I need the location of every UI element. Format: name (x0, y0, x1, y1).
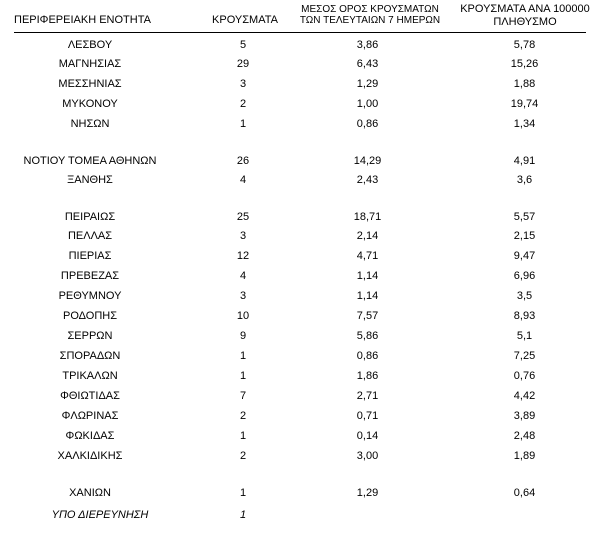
table-row (0, 75, 600, 93)
avg-7day-cell: 1,29 (356, 487, 379, 499)
table-row (0, 55, 600, 73)
per-100k-cell: 9,47 (513, 250, 536, 262)
per-100k-cell: 3,89 (513, 410, 536, 422)
header-divider (14, 32, 586, 33)
avg-7day-cell: 1,00 (356, 98, 379, 110)
region-name-cell: ΦΩΚΙΔΑΣ (65, 430, 115, 442)
region-name-cell: ΦΘΙΩΤΙΔΑΣ (60, 390, 120, 402)
table-row (0, 267, 600, 285)
avg-7day-cell: 2,71 (356, 390, 379, 402)
avg-7day-cell: 1,29 (356, 78, 379, 90)
per-100k-cell: 4,91 (513, 155, 536, 167)
per-100k-cell: 2,48 (513, 430, 536, 442)
table-row (0, 152, 600, 170)
region-name-cell: ΞΑΝΘΗΣ (67, 174, 113, 186)
avg-7day-cell: 0,86 (356, 350, 379, 362)
per-100k-cell: 3,6 (516, 174, 533, 186)
avg-7day-cell: 18,71 (353, 211, 382, 223)
header-cases: ΚΡΟΥΣΜΑΤΑ (212, 14, 278, 26)
cases-cell: 9 (239, 330, 247, 342)
table-row (0, 95, 600, 113)
header-region: ΠΕΡΙΦΕΡΕΙΑΚΗ ΕΝΟΤΗΤΑ (14, 14, 151, 26)
cases-cell: 4 (239, 174, 247, 186)
region-name-cell: ΠΙΕΡΙΑΣ (68, 250, 112, 262)
cases-cell: 3 (239, 78, 247, 90)
cases-cell: 1 (239, 370, 247, 382)
region-name-cell: ΤΡΙΚΑΛΩΝ (62, 370, 118, 382)
per-100k-cell: 1,88 (513, 78, 536, 90)
table-row (0, 506, 600, 524)
cases-cell: 5 (239, 39, 247, 51)
region-name-cell: ΠΕΛΛΑΣ (67, 230, 113, 242)
table-row (0, 407, 600, 425)
avg-7day-cell: 0,71 (356, 410, 379, 422)
per-100k-cell: 19,74 (510, 98, 539, 110)
cases-cell: 1 (239, 487, 247, 499)
region-name-cell: ΝΟΤΙΟΥ ΤΟΜΕΑ ΑΘΗΝΩΝ (23, 155, 157, 167)
avg-7day-cell: 14,29 (353, 155, 382, 167)
region-name-cell: ΥΠΟ ΔΙΕΡΕΥΝΗΣΗ (51, 509, 149, 521)
region-name-cell: ΧΑΛΚΙΔΙΚΗΣ (57, 450, 123, 462)
region-name-cell: ΠΕΙΡΑΙΩΣ (64, 211, 116, 223)
cases-cell: 2 (239, 98, 247, 110)
avg-7day-cell: 6,43 (356, 58, 379, 70)
cases-cell: 2 (239, 410, 247, 422)
region-name-cell: ΣΠΟΡΑΔΩΝ (59, 350, 121, 362)
avg-7day-cell: 0,14 (356, 430, 379, 442)
per-100k-cell: 2,15 (513, 230, 536, 242)
avg-7day-cell: 2,14 (356, 230, 379, 242)
per-100k-cell: 3,5 (516, 290, 533, 302)
table-row (0, 367, 600, 385)
avg-7day-cell: 2,43 (356, 174, 379, 186)
table-row (0, 447, 600, 465)
header-avg-line2: ΤΩΝ ΤΕΛΕΥΤΑΙΩΝ 7 ΗΜΕΡΩΝ (299, 15, 441, 26)
table-row (0, 327, 600, 345)
table-row (0, 427, 600, 445)
table-row (0, 347, 600, 365)
region-name-cell: ΠΡΕΒΕΖΑΣ (60, 270, 120, 282)
avg-7day-cell: 1,14 (356, 290, 379, 302)
region-name-cell: ΝΗΣΩΝ (70, 118, 110, 130)
cases-cell: 1 (239, 509, 247, 521)
region-name-cell: ΜΑΓΝΗΣΙΑΣ (58, 58, 122, 70)
avg-7day-cell: 1,86 (356, 370, 379, 382)
region-name-cell: ΣΕΡΡΩΝ (67, 330, 113, 342)
table-row (0, 171, 600, 189)
table-row (0, 115, 600, 133)
avg-7day-cell: 4,71 (356, 250, 379, 262)
table-row (0, 208, 600, 226)
per-100k-cell: 1,89 (513, 450, 536, 462)
cases-cell: 1 (239, 430, 247, 442)
avg-7day-cell: 3,00 (356, 450, 379, 462)
region-name-cell: ΦΛΩΡΙΝΑΣ (61, 410, 119, 422)
per-100k-cell: 4,42 (513, 390, 536, 402)
region-name-cell: ΡΕΘΥΜΝΟΥ (58, 290, 122, 302)
header-per-line1: ΚΡΟΥΣΜΑΤΑ ΑΝΑ 100000 (460, 3, 590, 15)
cases-cell: 10 (236, 310, 250, 322)
cases-cell: 3 (239, 230, 247, 242)
per-100k-cell: 5,78 (513, 39, 536, 51)
table-row (0, 287, 600, 305)
cases-cell: 25 (236, 211, 250, 223)
avg-7day-cell: 3,86 (356, 39, 379, 51)
avg-7day-cell: 5,86 (356, 330, 379, 342)
avg-7day-cell: 7,57 (356, 310, 379, 322)
avg-7day-cell: 1,14 (356, 270, 379, 282)
per-100k-cell: 5,1 (516, 330, 533, 342)
header-per-line2: ΠΛΗΘΥΣΜΟ (493, 16, 557, 28)
per-100k-cell: 8,93 (513, 310, 536, 322)
cases-cell: 29 (236, 58, 250, 70)
region-name-cell: ΧΑΝΙΩΝ (69, 487, 111, 499)
cases-cell: 2 (239, 450, 247, 462)
per-100k-cell: 7,25 (513, 350, 536, 362)
region-name-cell: ΜΕΣΣΗΝΙΑΣ (58, 78, 122, 90)
cases-cell: 26 (236, 155, 250, 167)
table-row (0, 484, 600, 502)
table-row (0, 227, 600, 245)
region-name-cell: ΛΕΣΒΟΥ (67, 39, 113, 51)
per-100k-cell: 0,64 (513, 487, 536, 499)
per-100k-cell: 6,96 (513, 270, 536, 282)
cases-cell: 1 (239, 350, 247, 362)
cases-cell: 7 (239, 390, 247, 402)
region-name-cell: ΡΟΔΟΠΗΣ (62, 310, 118, 322)
cases-cell: 4 (239, 270, 247, 282)
per-100k-cell: 0,76 (513, 370, 536, 382)
per-100k-cell: 1,34 (513, 118, 536, 130)
header-avg-line1: ΜΕΣΟΣ ΟΡΟΣ ΚΡΟΥΣΜΑΤΩΝ (301, 4, 439, 15)
table-row (0, 387, 600, 405)
per-100k-cell: 5,57 (513, 211, 536, 223)
cases-cell: 1 (239, 118, 247, 130)
per-100k-cell: 15,26 (510, 58, 539, 70)
cases-cell: 12 (236, 250, 250, 262)
table-row (0, 36, 600, 54)
table-row (0, 247, 600, 265)
avg-7day-cell: 0,86 (356, 118, 379, 130)
region-name-cell: ΜΥΚΟΝΟΥ (62, 98, 118, 110)
table-row (0, 307, 600, 325)
cases-cell: 3 (239, 290, 247, 302)
